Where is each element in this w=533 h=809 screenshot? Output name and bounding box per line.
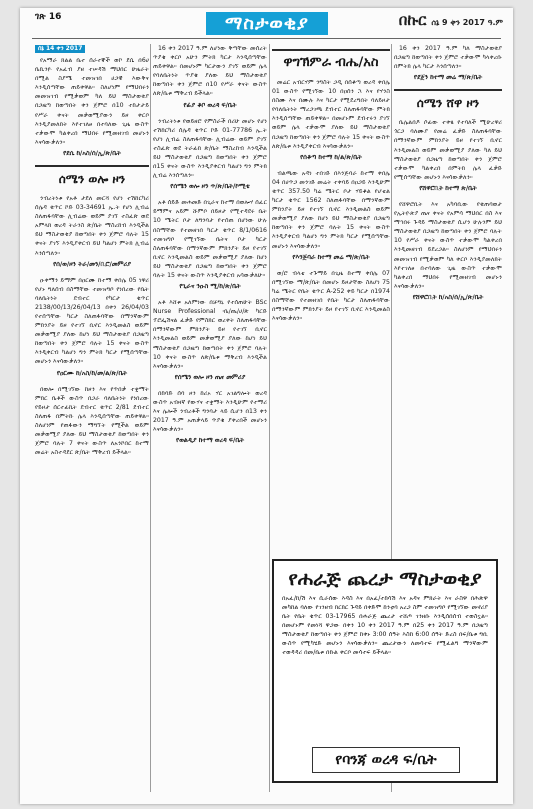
column-divider-2	[269, 44, 270, 792]
notice-signature: የሰሜን ወሎ ዞን ጥ/ጽ/ቤት/ኮሚቴ	[170, 183, 250, 191]
notice-text: ቤሌልበዶ ሶፊው ተቀፄ የተባለች ሚሁረዋሪ ጎርጋ ባለሙያ የመሬ ፈቃድ ስለጠፋባቸው በማንኛውም ምክንያት ይዞ የተገኘ ቢኖር እንዲመልስ ወይም መቃወሚያ ያለው ካለ ይህ ማስታወቂያ በጋዜጣ ከወጣበት ቀን ጀምሮ ተቃውሞ ካልቀረበ በምትክ ሌላ ፈቃድ የሚሰጣቸው መሆኑን እናሳውቃለን።	[394, 119, 502, 181]
notice-signature: የፊያ ቆቦ ወረዳ ፍ/ቤት	[183, 101, 237, 109]
notice-signature: የእንጅባራ ከተማ መሬ ማ/ጽ/ቤት	[292, 253, 370, 261]
auction-notice-box	[272, 559, 498, 783]
paper-title: በኩር	[398, 11, 427, 29]
notice-text: በወሎ በሚገኘው ከዞን እና የጥበቃ ተቋማት ምክር ቤቶች ውስጥ በጋራ ባለቤትነት የነበረው የይዞታ ሰርተፊኬት ደብተር ቁጥር 2/81 ደብተር ስለጠፋ በምትኩ ሌላ እንዲሰጣቸው ጠይቀዋል። ስለሆነም የጠፋውን ማግኘት የሚችል ወይም መቃወሚያ ያለው ይህ ማስታወቂያ ከወጣበት ቀን ጀምሮ ባሉት 7 ቀናት ውስጥ ለአንኮበር ከተማ መሬት አስተዳደር ጽ/ቤት ማቅረብ ይችላል።	[35, 385, 149, 457]
notice-text: ወ/ሮ ብላቴ ተጉማይ በጊዜ ከተማ ቀበሌ 07 በሚገኘው ማ/ጽ/ቤት በመሆኑ ይዞታቸው ስለሆነ 75 ካሬ ሜትር የቤት ቁጥር A-252 ቀይ ካርታ በ1974 በስማቸው የተመዘገበ የቤት ካርታ ስለጠፋባቸው በማንኛውም ምክንያት ይዞ የተገኘ ቢኖር እንዲመልስ እናሳውቃለን።	[272, 269, 390, 323]
paper-date: ሰኔ 9 ቀን 2017 ዓ.ም	[431, 18, 503, 27]
page-number: ገጽ 16	[35, 12, 62, 22]
notice-text: 16 ቀን 2017 ዓ.ም ካለ ማስታወቂያ በጋዜጣ ከወጣበት ቀን ጀምሮ ተቃውሞ ካላቀረቡ በምትክ ሌላ ካርታ እንሰጣለን።	[394, 45, 502, 71]
paper-date-block	[399, 11, 503, 29]
section-heading: ሰሜን ወሎ ዞን	[35, 165, 149, 186]
category-label: ሰኔ 14 ቀን 2017	[35, 45, 85, 53]
notice-signature: የሰሜን ወሎ ዞን ጤና መምሪያ	[174, 373, 246, 381]
notice-column-2	[153, 44, 267, 797]
notice-signature: የሸዋሮቢት ከተማ ጽ/ቤት	[419, 184, 477, 192]
court-name-box: የባንጃ ወረዳ ፍ/ቤት	[312, 747, 460, 773]
section-heading: ዋግኽምራ ብሔ/አስ	[272, 49, 390, 70]
notice-signature: የደሴ ከ/አስ/ሰ/ኢ/ጽ/ቤት	[63, 149, 121, 157]
notice-text: 16 ቀን 2017 ዓ.ም ለሆነው ቅጣቸው መሰረት ጥያቄ ቀርቦ አሁን ምትክ ካርታ እንዲሰጣቸው ጠይቀዋል። በመሆኑም ካርታውን ያገኘ ወይም ሌላ የባለቤትነት ጥያቄ ያለው ይህ ማስታወቂያ ከወጣበት ቀን ጀምሮ በ10 የሥራ ቀናት ውስጥ ለጽ/ቤቱ ማቅረብ ይችላል።	[153, 45, 267, 98]
notice-text: አቶ እሸቱ አለምነው በቻግኒ የተሰጠሁት BSc Nurse Professional ፡ቤ/ጤ/ሀ/ጽ ካርድ ፕሮፌሽናል ፈቃድ የምስክር ወረቀት ስለጠፋባቸው በማንኛውም ምክንያት ይዞ የተገኘ ቢኖር እንዲመልስ ወይም መቃወሚያ ያለው ከሆነ ይህ ማስታወቂያ በጋዜጣ ከወጣበት ቀን ጀምሮ ባሉት 10 ቀናት ውስጥ ለጽ/ቤቱ ማቅረብ እንዲችል እናሳውቃለን።	[153, 299, 267, 370]
section-heading: ሰሜን ሸዋ ዞን	[394, 89, 502, 110]
notice-signature: የሰቆጣ ከተማ ከ/ል/ጽ/ቤት	[300, 153, 362, 161]
notice-signature: የሰ/ወ/ዞን ትራ/መን/ቢሮ/መምሪያ	[53, 260, 131, 268]
notice-text: ብልጫው አዳነ ተበገድ በእንጅባራ ከተማ ቀበሌ 04 በሀጥጋ መንገድ መሬት ተቀባይ በዐጋይ እንዲሁም ቁጥር 357.50 ካሬ ሜትር ቦታ ሃይቆል የሆቴል ካርታ ቁጥር 1562 ስለጠፋባቸው በማንኛውም ምክንያት ይዞ የተገኘ ቢኖር እንዲመልስ ወይም መቃወሚያ ያለው ከሆነ ይህ ማስታወቂያ በጋዜጣ ከወጣበት ቀን ጀምሮ ባሉት 15 ቀናት ውስጥ እንዲያቀርብ ካልሆነ ግን ምትክ ካርታ የሚሰጣቸው መሆኑን እናሳውቃለን።	[272, 169, 390, 250]
column-divider-1	[150, 44, 151, 792]
notice-text: ንብረትነቱ የወይዘሮ የምስራች በሪሁ መሆኑ የሆነ ተሽከርካሪ ሰሌዳ ቁጥር ኮድ 01-77786 ኢ.ት የሆነ ሊብሬ ስለጠፋባቸው ሊብሬው ወይም ያገኘ ተስፈጽ ወደ ትራፊክ ጽ/ቤት ማስረከብ እንዲችል ይህ ማስታወቂያ በጋዜጣ ከወጣበት ቀን ጀምሮ በ15 ቀናት ውስጥ እንዲያቀርብ ካልሆነ ግን ምትክ ሊብሬ እንሰጣለን።	[153, 117, 267, 180]
notice-text: የአማራ ክልል ቤተ ሰራተኞች ወኮ ደሴ በ6ሀ ቤኪንዮ የአፈብ ያዘ ተሠዳሽ ማህበር ሁዜራት በሚል ስያሜ ተመዝገበ ሀጋዊ እውቅና እንዲሰጣቸው ጠይቀዋል። ስለሆነም የማህበሩን መመዝገብ የሚቃወም ካለ ይህ ማስታወቂያ በጋዜጣ ከወጣበት ቀን ጀምሮ በ10 ተከታታይ የሥራ ቀናት መቃወሚያውን ይዞ ቀርቦ እንዲያመለክት እየተገለፀ በተባለው ጊዜ ውስጥ ተቃውሞ ካልቀረበ ማህበሩ የሚመዘገብ መሆኑን እናሳውቃለን።	[35, 57, 149, 146]
notice-signature: የደጀን ከተማ መሬ ማ/ጽ/ቤት	[413, 74, 483, 82]
auction-notice-title: የሐራጅ ጨረታ ማስታወቂያ	[288, 568, 482, 590]
notice-text: ዑቀማን ይማም በዐርሙ ከተማ ቀበሌ 05 ነዋሪ የሆኑ ግለሰብ በስማቸው ተመዝግቦ የነበረው የቤት ባለቤትነት ደብተር የካርታ ቁጥር 2138/00/13/26/04/13 በቀን 26/04/03 የተሰጣቸው ካርታ ስለጠፋባቸው በማንኛውም ምክንያት ይዞ የተገኘ ቢኖር እንዲመልስ ወይም መቃወሚያ ያለው ከሆነ ይህ ማስታወቂያ በጋዜጣ ከወጣበት ቀን ጀምሮ ባሉት 15 ቀናት ውስጥ እንዲቀርብ ካልሆነ ግን ምትክ ካርታ የሚሰጣቸው መሆኑን እናሳውቃለን።	[35, 276, 149, 366]
notice-text: አቶ ሰይድ መሐመድ በጊራና ከተማ በወሎሃ ሰፈር ይማምና አይም ሹምቦ በይዞታ የሚተዳደሩ ቤት 10 ሜትር ቦታ ለግንባታ የተሰጠ በሆነው ሁሉ በስማቸው የተመዘገበ ካርታ ቁጥር 8/1/0616 ተመዝግቦ የሚገኘው ቤትና ቦታ ካርታ ስለጠፋባቸው በማንኛውም ምክንያት ይዞ የተገኘ ቢኖር እንዲመልስ ወይም መቃወሚያ ያለው ከሆነ ይህ ማስታወቂያ በጋዜጣ ከወጣበት ቀን ጀምሮ ባሉት 15 ቀናት ውስጥ እንዲያቀርብ አሳውቃለሁ።	[153, 199, 267, 279]
auction-notice-body: በአፈ/ከ/ሽ እና ሲራሰው እዳስ እና በአፈ/ተከሳሽ እና አዳና ምክራት እና ራስዋ በሕጽዋ መካከል ባለው የገንዘብ ክርክር ጉዳይ በቀድሞ ከንቲባ አረጋ ስም ተመዝግቦ የሚገኘው መኖሪያ ቤት የቤት ቁጥር 03-17965 በሐራጅ ጨረታ ተሸጦ ገንዘቡ እንዲሰበሰብ ተወስኗል። በመሆኑም የመነሻ ዋጋው በቀን 10 ቀን 2017 ዓ.ም በ25 ቀን 2017 ዓ.ም በጋዜጣ ማስታወቂያ ከወጣበት ቀን ጀምሮ ከቀኑ 3:00 ሰዓት እስከ 6:00 ሰዓት ድረስ በፍ/ቤቱ ግቢ ውስጥ የሚካሄድ መሆኑን እናሳውቃለን። ጨረታውን ለመሳተፍ የሚፈልግ ማንኛውም ተወዳዳሪ በመ/ቤቱ በኩል ቀርቦ መሳተፍ ይችላል።	[282, 595, 488, 656]
notice-signature: የጊራና ንዑስ ሚ/ከ/ጽ/ቤት	[179, 283, 241, 291]
notice-signature: የዐርሙ ከ/አስ/ከ/መ/ል/ጽ/ቤት	[56, 369, 128, 377]
header-rule	[32, 38, 501, 39]
notice-text: መሬር አብርሃም ንግስት ጋዲ በሰቆጣ ወረዳ ቀበሌ 01 ውስጥ የሚገኘው 10 በዐሰን ኋ እና የሃንስ በስሙ እና በሙሉ እና ካርታ የሚደረግበት ባለይዞታ የባለቤትነት ማረጋገጫ ደብተር ስለጠፋባቸው ምትክ እንዲሰጣቸው ጠይቀዋል። በመሆኑም ደብተሩን ያገኘ ወይም ሌላ ተቃውሞ ያለው ይህ ማስታወቂያ በጋዜጣ ከወጣበት ቀን ጀምሮ ባሉት 15 ቀናት ውስጥ ለጽ/ቤቱ እንዲያቀርብ እናሳውቃለን።	[272, 79, 390, 150]
notice-text: ንብረትነቱ የአቶ ታደለ መርሻ የሆነ ተሽከርካሪ ሰሌዳ ቁጥር ኮድ 03-34691 ኢ.ት የሆነ ሊብሬ ስለጠፋባቸው ሊብሬው ወይም ያገኘ ተስፈጽ ወደ አምላክ ወረዳ ትራንስ ጽ/ቤት ማስረከብ እንዲችል ይህ ማስታወቂያ ከወጣበት ቀን ጀምሮ ባሉት 15 ቀናት ያገኘ እንዲያቀርብ ይህ ካልሆነ ምትክ ሊብሬ እንሰጣለን።	[35, 194, 149, 257]
newspaper-page	[20, 8, 513, 804]
notice-text: የሸዋሮቢት እና አካባቢው የቁጠባወታ የኢትዮጵያ ጤና ቀናት የአምሳ ማህበር በስ እና ማኅበሩ ጉዳይ ማስታወቂያ ሲሆን ሁሉንም ይህ ማስታወቂያ በጋዜጣ ከወጣበት ቀን ጀምሮ ባሉት 10 የሥራ ቀናት ውስጥ ተቃውሞ ካልቀረበ እንዲመዘገብ ይደረጋል። ስለሆነም የማህበሩን መመዝገብ የሚቃወም ካለ ቀርቦ እንዲያመለክት እየተገለፀ በተባለው ጊዜ ውስጥ ተቃውሞ ካልቀረበ ማህበሩ የሚመዘገብ መሆኑን እናሳውቃለን።	[394, 200, 502, 290]
notice-column-1	[35, 44, 149, 797]
notice-signature: የሸዋሮቢት ከ/አስ/ሰ/ኢ/ጽ/ቤት	[412, 293, 484, 301]
publication-masthead: ማስታወቂያ	[206, 12, 328, 35]
notice-signature: የወልዲያ ከተማ ወረዳ ፍ/ቤት	[176, 437, 244, 445]
notice-text: በከባድ ሰባ ዞን ከሪኦ ሃር አገልግሎት ወረዳ ውስጥ አብዛኛ የውሃና ተቋማት እንዲሁም የተማሪ እና ሌሎች ንብረቶች ግንባታ ላይ ሲሆን በ13 ቀን 2017 ዓ.ም አጠቃላይ ጥያቄ ያቀረበች መሆኑን እናሳውቃለን።	[153, 389, 267, 434]
